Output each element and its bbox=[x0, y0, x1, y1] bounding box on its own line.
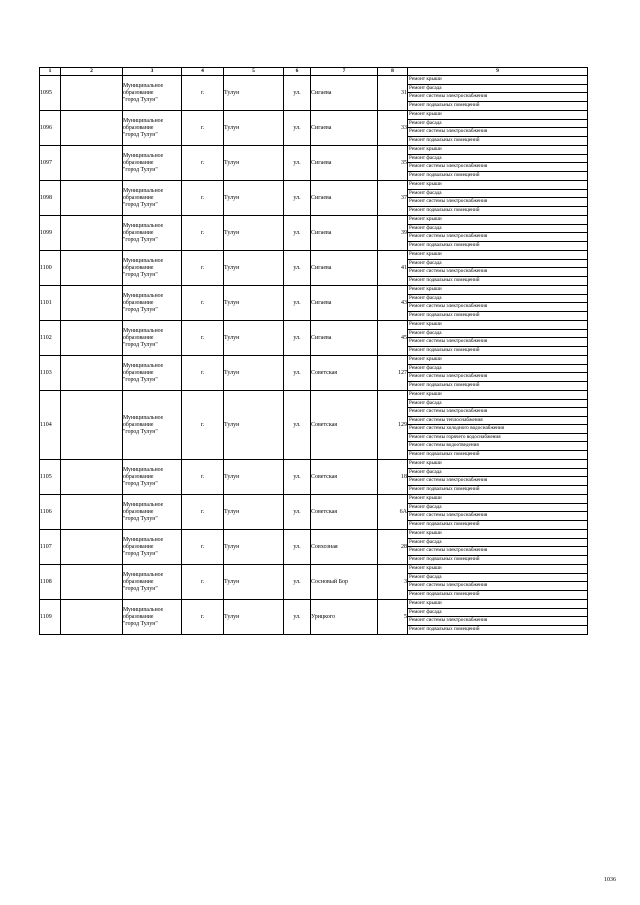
work-item: Ремонт подвальных помещений bbox=[409, 450, 480, 457]
street-name: Сигаева bbox=[311, 111, 378, 146]
work-item: Ремонт подвальных помещений bbox=[409, 171, 480, 178]
work-item: Ремонт фасада bbox=[408, 539, 587, 548]
house-number: 33 bbox=[378, 111, 408, 146]
street-type: ул. bbox=[284, 356, 311, 391]
works-cell bbox=[408, 460, 588, 495]
table-row bbox=[40, 181, 588, 216]
street-name: Советская bbox=[311, 495, 378, 530]
street-name: Сигаева bbox=[311, 286, 378, 321]
street-name: Советская bbox=[311, 391, 378, 460]
city-name: Тулун bbox=[224, 356, 284, 391]
city-name: Тулун bbox=[224, 565, 284, 600]
page-number: 1036 bbox=[604, 877, 616, 883]
municipality-cell bbox=[123, 111, 182, 146]
city-type: г. bbox=[182, 111, 224, 146]
street-name: Сосновый Бор bbox=[311, 565, 378, 600]
work-item: Ремонт системы горячего водоснабжения bbox=[408, 434, 587, 443]
work-item: Ремонт системы электроснабжения bbox=[408, 338, 587, 347]
municipality-cell bbox=[123, 321, 182, 356]
work-item: Ремонт подвальных помещений bbox=[409, 276, 480, 283]
header-row bbox=[40, 68, 588, 76]
work-item: Ремонт системы электроснабжения bbox=[408, 373, 587, 382]
work-item: Ремонт крыши bbox=[408, 216, 587, 225]
work-item: Ремонт крыши bbox=[408, 391, 587, 400]
city-type: г. bbox=[182, 321, 224, 356]
municipality-line: "город Тулун" bbox=[123, 201, 158, 208]
municipality-line: Муниципальное bbox=[123, 187, 164, 194]
row-number: 1098 bbox=[40, 181, 61, 216]
work-item: Ремонт крыши bbox=[408, 76, 587, 85]
street-name: Сигаева bbox=[311, 321, 378, 356]
municipality-line: образование bbox=[123, 334, 154, 341]
work-item: Ремонт системы водоотведения bbox=[408, 442, 587, 451]
work-item: Ремонт подвальных помещений bbox=[409, 381, 480, 388]
municipality-line: образование bbox=[123, 543, 154, 550]
municipality-line: образование bbox=[123, 194, 154, 201]
work-item: Ремонт фасада bbox=[408, 295, 587, 304]
work-item: Ремонт фасада bbox=[408, 225, 587, 234]
works-cell bbox=[408, 495, 588, 530]
works-cell bbox=[408, 181, 588, 216]
municipality-line: "город Тулун" bbox=[123, 131, 158, 138]
city-name: Тулун bbox=[224, 216, 284, 251]
work-item: Ремонт системы электроснабжения bbox=[408, 233, 587, 242]
municipality-line: "город Тулун" bbox=[123, 515, 158, 522]
row-number: 1099 bbox=[40, 216, 61, 251]
work-item: Ремонт крыши bbox=[408, 356, 587, 365]
table-row bbox=[40, 251, 588, 286]
city-type: г. bbox=[182, 565, 224, 600]
city-type: г. bbox=[182, 530, 224, 565]
city-type: г. bbox=[182, 146, 224, 181]
work-item: Ремонт системы электроснабжения bbox=[408, 93, 587, 102]
street-type: ул. bbox=[284, 216, 311, 251]
work-item: Ремонт системы электроснабжения bbox=[408, 547, 587, 556]
work-item: Ремонт крыши bbox=[408, 111, 587, 120]
row-number: 1105 bbox=[40, 460, 61, 495]
work-item: Ремонт фасада bbox=[408, 400, 587, 409]
works-cell bbox=[408, 600, 588, 635]
municipality-line: Муниципальное bbox=[123, 501, 164, 508]
municipality-line: образование bbox=[123, 369, 154, 376]
municipality-line: "город Тулун" bbox=[123, 96, 158, 103]
municipality-line: "город Тулун" bbox=[123, 166, 158, 173]
column-header-2: 2 bbox=[61, 68, 123, 76]
city-type: г. bbox=[182, 251, 224, 286]
street-name: Урицкого bbox=[311, 600, 378, 635]
row-number: 1097 bbox=[40, 146, 61, 181]
row-number: 1100 bbox=[40, 251, 61, 286]
municipality-line: Муниципальное bbox=[123, 571, 164, 578]
street-type: ул. bbox=[284, 181, 311, 216]
registry-table bbox=[39, 67, 588, 635]
work-item: Ремонт фасада bbox=[408, 190, 587, 199]
municipality-cell bbox=[123, 565, 182, 600]
house-number: 45 bbox=[378, 321, 408, 356]
city-type: г. bbox=[182, 286, 224, 321]
table-row bbox=[40, 76, 588, 111]
street-type: ул. bbox=[284, 76, 311, 111]
works-cell bbox=[408, 391, 588, 460]
empty-cell bbox=[61, 600, 123, 635]
column-header-4: 4 bbox=[182, 68, 224, 76]
street-type: ул. bbox=[284, 251, 311, 286]
municipality-line: Муниципальное bbox=[123, 536, 164, 543]
municipality-line: образование bbox=[123, 229, 154, 236]
empty-cell bbox=[61, 565, 123, 600]
house-number: 43 bbox=[378, 286, 408, 321]
row-number: 1108 bbox=[40, 565, 61, 600]
work-item: Ремонт фасада bbox=[408, 155, 587, 164]
municipality-line: "город Тулун" bbox=[123, 550, 158, 557]
city-name: Тулун bbox=[224, 181, 284, 216]
house-number: 6А bbox=[378, 495, 408, 530]
column-header-7: 7 bbox=[311, 68, 378, 76]
row-number: 1101 bbox=[40, 286, 61, 321]
municipality-cell bbox=[123, 76, 182, 111]
street-name: Сигаева bbox=[311, 181, 378, 216]
work-item: Ремонт системы электроснабжения bbox=[408, 512, 587, 521]
work-item: Ремонт фасада bbox=[408, 469, 587, 478]
house-number: 39 bbox=[378, 216, 408, 251]
column-header-1: 1 bbox=[40, 68, 61, 76]
row-number: 1095 bbox=[40, 76, 61, 111]
empty-cell bbox=[61, 356, 123, 391]
work-item: Ремонт подвальных помещений bbox=[409, 590, 480, 597]
municipality-cell bbox=[123, 146, 182, 181]
column-header-6: 6 bbox=[284, 68, 311, 76]
municipality-cell bbox=[123, 251, 182, 286]
empty-cell bbox=[61, 391, 123, 460]
municipality-line: Муниципальное bbox=[123, 257, 164, 264]
city-name: Тулун bbox=[224, 391, 284, 460]
house-number: 3 bbox=[378, 565, 408, 600]
empty-cell bbox=[61, 76, 123, 111]
municipality-cell bbox=[123, 600, 182, 635]
municipality-line: Муниципальное bbox=[123, 82, 164, 89]
work-item: Ремонт системы электроснабжения bbox=[408, 198, 587, 207]
table-row bbox=[40, 216, 588, 251]
city-type: г. bbox=[182, 356, 224, 391]
municipality-cell bbox=[123, 530, 182, 565]
work-item: Ремонт фасада bbox=[408, 504, 587, 513]
municipality-line: Муниципальное bbox=[123, 414, 164, 421]
work-item: Ремонт крыши bbox=[408, 565, 587, 574]
row-number: 1103 bbox=[40, 356, 61, 391]
street-type: ул. bbox=[284, 391, 311, 460]
work-item: Ремонт системы электроснабжения bbox=[408, 303, 587, 312]
municipality-cell bbox=[123, 216, 182, 251]
street-name: Совхозная bbox=[311, 530, 378, 565]
row-number: 1096 bbox=[40, 111, 61, 146]
works-cell bbox=[408, 356, 588, 391]
street-name: Советская bbox=[311, 460, 378, 495]
row-number: 1106 bbox=[40, 495, 61, 530]
city-name: Тулун bbox=[224, 600, 284, 635]
table-row bbox=[40, 356, 588, 391]
work-item: Ремонт фасада bbox=[408, 330, 587, 339]
street-type: ул. bbox=[284, 565, 311, 600]
empty-cell bbox=[61, 286, 123, 321]
municipality-cell bbox=[123, 181, 182, 216]
street-type: ул. bbox=[284, 530, 311, 565]
table-row bbox=[40, 600, 588, 635]
municipality-line: образование bbox=[123, 613, 154, 620]
work-item: Ремонт системы электроснабжения bbox=[408, 582, 587, 591]
house-number: 18 bbox=[378, 460, 408, 495]
municipality-line: "город Тулун" bbox=[123, 341, 158, 348]
table-row bbox=[40, 530, 588, 565]
table-row bbox=[40, 111, 588, 146]
work-item: Ремонт системы теплоснабжения bbox=[408, 417, 587, 426]
municipality-line: "город Тулун" bbox=[123, 480, 158, 487]
empty-cell bbox=[61, 111, 123, 146]
works-cell bbox=[408, 286, 588, 321]
work-item: Ремонт фасада bbox=[408, 609, 587, 618]
municipality-line: образование bbox=[123, 124, 154, 131]
city-name: Тулун bbox=[224, 146, 284, 181]
house-number: 129 bbox=[378, 391, 408, 460]
row-number: 1102 bbox=[40, 321, 61, 356]
works-cell bbox=[408, 565, 588, 600]
table-row bbox=[40, 460, 588, 495]
empty-cell bbox=[61, 495, 123, 530]
work-item: Ремонт системы электроснабжения bbox=[408, 408, 587, 417]
works-cell bbox=[408, 111, 588, 146]
column-header-9: 9 bbox=[408, 68, 588, 76]
work-item: Ремонт фасада bbox=[408, 574, 587, 583]
municipality-line: образование bbox=[123, 264, 154, 271]
city-name: Тулун bbox=[224, 460, 284, 495]
municipality-cell bbox=[123, 356, 182, 391]
street-type: ул. bbox=[284, 495, 311, 530]
municipality-line: Муниципальное bbox=[123, 362, 164, 369]
municipality-line: "город Тулун" bbox=[123, 271, 158, 278]
municipality-line: "город Тулун" bbox=[123, 236, 158, 243]
city-name: Тулун bbox=[224, 111, 284, 146]
street-type: ул. bbox=[284, 600, 311, 635]
municipality-line: образование bbox=[123, 421, 154, 428]
row-number: 1104 bbox=[40, 391, 61, 460]
empty-cell bbox=[61, 216, 123, 251]
municipality-line: Муниципальное bbox=[123, 606, 164, 613]
works-cell bbox=[408, 216, 588, 251]
street-name: Сигаева bbox=[311, 251, 378, 286]
work-item: Ремонт фасада bbox=[408, 120, 587, 129]
work-item: Ремонт крыши bbox=[408, 181, 587, 190]
city-type: г. bbox=[182, 76, 224, 111]
street-name: Сигаева bbox=[311, 146, 378, 181]
work-item: Ремонт фасада bbox=[408, 260, 587, 269]
municipality-line: образование bbox=[123, 578, 154, 585]
street-type: ул. bbox=[284, 111, 311, 146]
work-item: Ремонт подвальных помещений bbox=[409, 346, 480, 353]
empty-cell bbox=[61, 321, 123, 356]
table-row bbox=[40, 565, 588, 600]
municipality-line: образование bbox=[123, 508, 154, 515]
work-item: Ремонт подвальных помещений bbox=[409, 241, 480, 248]
empty-cell bbox=[61, 530, 123, 565]
work-item: Ремонт крыши bbox=[408, 146, 587, 155]
municipality-line: "город Тулун" bbox=[123, 585, 158, 592]
street-type: ул. bbox=[284, 321, 311, 356]
house-number: 28 bbox=[378, 530, 408, 565]
house-number: 31 bbox=[378, 76, 408, 111]
city-type: г. bbox=[182, 391, 224, 460]
works-cell bbox=[408, 321, 588, 356]
work-item: Ремонт крыши bbox=[408, 321, 587, 330]
city-type: г. bbox=[182, 216, 224, 251]
municipality-line: Муниципальное bbox=[123, 117, 164, 124]
empty-cell bbox=[61, 146, 123, 181]
work-item: Ремонт крыши bbox=[408, 251, 587, 260]
street-name: Советская bbox=[311, 356, 378, 391]
work-item: Ремонт подвальных помещений bbox=[409, 206, 480, 213]
city-name: Тулун bbox=[224, 251, 284, 286]
works-cell bbox=[408, 146, 588, 181]
work-item: Ремонт системы электроснабжения bbox=[408, 128, 587, 137]
municipality-line: Муниципальное bbox=[123, 222, 164, 229]
table-row bbox=[40, 146, 588, 181]
work-item: Ремонт системы электроснабжения bbox=[408, 477, 587, 486]
work-item: Ремонт системы электроснабжения bbox=[408, 617, 587, 626]
municipality-line: "город Тулун" bbox=[123, 620, 158, 627]
empty-cell bbox=[61, 181, 123, 216]
table-row bbox=[40, 286, 588, 321]
municipality-cell bbox=[123, 460, 182, 495]
work-item: Ремонт системы электроснабжения bbox=[408, 163, 587, 172]
work-item: Ремонт крыши bbox=[408, 495, 587, 504]
city-type: г. bbox=[182, 181, 224, 216]
house-number: 41 bbox=[378, 251, 408, 286]
column-header-5: 5 bbox=[224, 68, 284, 76]
empty-cell bbox=[61, 460, 123, 495]
municipality-line: образование bbox=[123, 299, 154, 306]
work-item: Ремонт подвальных помещений bbox=[409, 136, 480, 143]
works-cell bbox=[408, 530, 588, 565]
city-name: Тулун bbox=[224, 495, 284, 530]
work-item: Ремонт фасада bbox=[408, 85, 587, 94]
house-number: 37 bbox=[378, 181, 408, 216]
work-item: Ремонт подвальных помещений bbox=[409, 101, 480, 108]
work-item: Ремонт подвальных помещений bbox=[409, 625, 480, 632]
column-header-3: 3 bbox=[123, 68, 182, 76]
city-type: г. bbox=[182, 460, 224, 495]
city-type: г. bbox=[182, 600, 224, 635]
municipality-cell bbox=[123, 391, 182, 460]
table-row bbox=[40, 495, 588, 530]
work-item: Ремонт фасада bbox=[408, 365, 587, 374]
row-number: 1109 bbox=[40, 600, 61, 635]
work-item: Ремонт системы холодного водоснабжения bbox=[408, 425, 587, 434]
municipality-cell bbox=[123, 495, 182, 530]
municipality-line: Муниципальное bbox=[123, 152, 164, 159]
table-row bbox=[40, 321, 588, 356]
work-item: Ремонт подвальных помещений bbox=[409, 520, 480, 527]
municipality-line: образование bbox=[123, 89, 154, 96]
work-item: Ремонт крыши bbox=[408, 286, 587, 295]
column-header-8: 8 bbox=[378, 68, 408, 76]
municipality-line: образование bbox=[123, 159, 154, 166]
house-number: 35 bbox=[378, 146, 408, 181]
work-item: Ремонт крыши bbox=[408, 460, 587, 469]
municipality-line: Муниципальное bbox=[123, 292, 164, 299]
street-name: Сигаева bbox=[311, 76, 378, 111]
street-type: ул. bbox=[284, 460, 311, 495]
works-cell bbox=[408, 251, 588, 286]
empty-cell bbox=[61, 251, 123, 286]
city-name: Тулун bbox=[224, 76, 284, 111]
work-item: Ремонт подвальных помещений bbox=[409, 485, 480, 492]
street-type: ул. bbox=[284, 286, 311, 321]
city-name: Тулун bbox=[224, 286, 284, 321]
work-item: Ремонт крыши bbox=[408, 530, 587, 539]
municipality-line: "город Тулун" bbox=[123, 306, 158, 313]
municipality-line: образование bbox=[123, 473, 154, 480]
table-row bbox=[40, 391, 588, 460]
work-item: Ремонт крыши bbox=[408, 600, 587, 609]
municipality-line: "город Тулун" bbox=[123, 376, 158, 383]
city-type: г. bbox=[182, 495, 224, 530]
municipality-line: "город Тулун" bbox=[123, 428, 158, 435]
city-name: Тулун bbox=[224, 530, 284, 565]
house-number: 5 bbox=[378, 600, 408, 635]
work-item: Ремонт подвальных помещений bbox=[409, 555, 480, 562]
municipality-cell bbox=[123, 286, 182, 321]
municipality-line: Муниципальное bbox=[123, 327, 164, 334]
city-name: Тулун bbox=[224, 321, 284, 356]
row-number: 1107 bbox=[40, 530, 61, 565]
work-item: Ремонт подвальных помещений bbox=[409, 311, 480, 318]
work-item: Ремонт системы электроснабжения bbox=[408, 268, 587, 277]
municipality-line: Муниципальное bbox=[123, 466, 164, 473]
house-number: 127 bbox=[378, 356, 408, 391]
works-cell bbox=[408, 76, 588, 111]
street-name: Сигаева bbox=[311, 216, 378, 251]
street-type: ул. bbox=[284, 146, 311, 181]
